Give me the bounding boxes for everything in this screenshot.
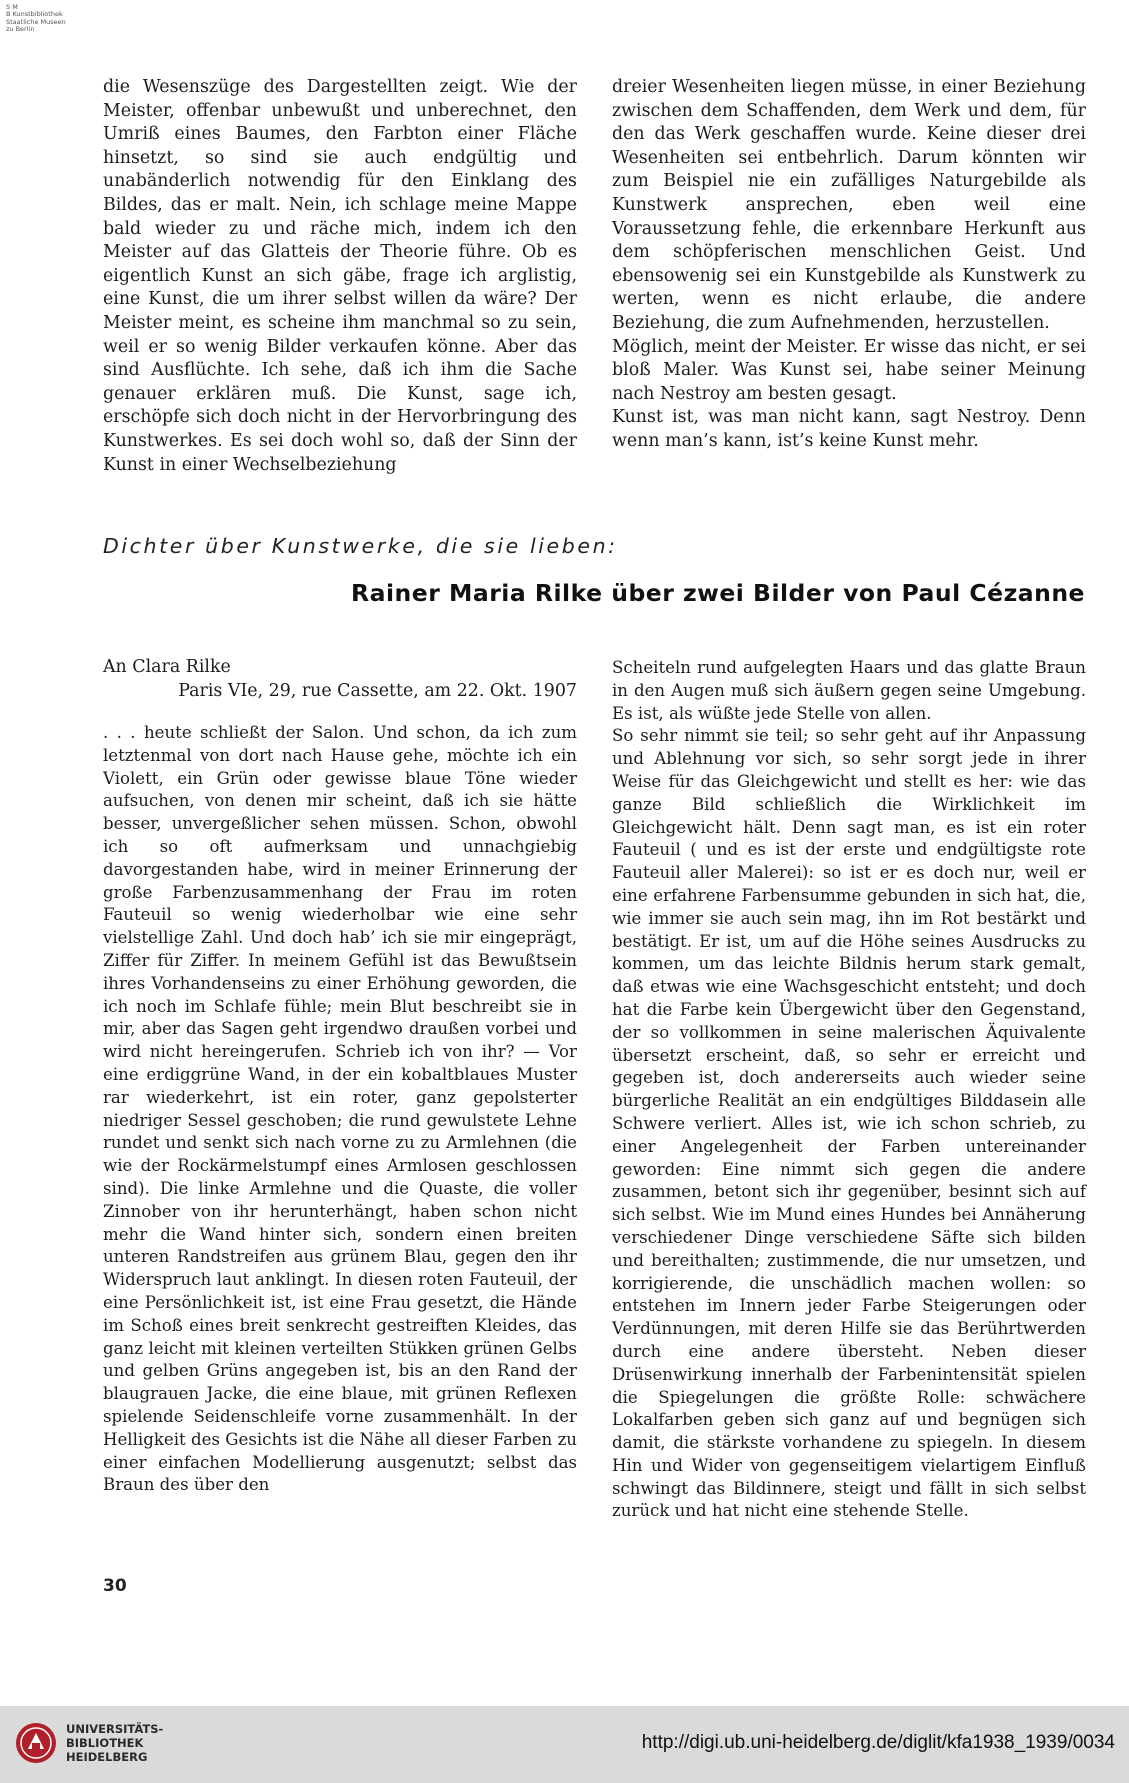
- paragraph: die Wesenszüge des Dargestellten zeigt. Wie der Meister, offenbar unbewußt und unberechnet, den Umriß eines Baumes, den Farbton einer Fläche hinsetzt, so sind sie auch endgültig und unabänderlich notwendig für den Einklang des Bildes, das er malt. Nein, ich schlage meine Mappe bald wieder zu und räche mich, indem ich den Meister auf das Glatteis der Theorie führe. Ob es eigentlich Kunst an sich gäbe, frage ich arglistig, eine Kunst, die um ihrer selbst willen da wäre? Der Meister meint, es scheine ihm manchmal so zu sein, weil er so wenig Bilder verkaufen könne. Aber das sind Ausflüchte. Ich sehe, daß ich ihm die Sache genauer erklären muß. Die Kunst, sage ich, erschöpfe sich doch nicht in der Hervorbringung des Kunstwerkes. Es sei doch wohl so, daß der Sinn der Kunst in einer Wechselbeziehung: [103, 77, 577, 475]
- continued-text-right-column: [612, 76, 1086, 454]
- library-name-line: BIBLIOTHEK: [66, 1736, 144, 1750]
- library-name: [66, 1722, 163, 1764]
- paragraph: dreier Wesenheiten liegen müsse, in einer Beziehung zwischen dem Schaffenden, dem Werk und dem, für den das Werk geschaffen wurde. Keine dieser drei Wesenheiten sei entbehrlich. Darum könnten wir zum Beispiel nie ein zufälliges Naturgebilde als Kunstwerk ansprechen, eben weil eine Voraussetzung fehle, die erkennbare Herkunft aus dem schöpferischen menschlichen Geist. Und ebensowenig sei ein Kunstgebilde als Kunstwerk zu werten, wenn es nicht erlaube, die andere Beziehung, die zum Aufnehmenden, herzustellen.: [612, 77, 1086, 333]
- paragraph: Möglich, meint der Meister. Er wisse das nicht, er sei bloß Maler. Was Kunst sei, habe seiner Meinung nach Nestroy am besten gesagt.: [612, 336, 1086, 404]
- continued-text-left-column: [103, 76, 577, 477]
- series-title: Dichter über Kunstwerke, die sie lieben:: [103, 534, 618, 558]
- letter-left-column: [103, 722, 577, 1497]
- article-headline: Rainer Maria Rilke über zwei Bilder von Paul Cézanne: [351, 579, 1085, 607]
- stamp-line: B Kunstbibliothek: [6, 10, 63, 19]
- paragraph: So sehr nimmt sie teil; so sehr geht auf ihr Anpassung und Ablehnung vor sich, so sehr sorgt jede in ihrer Weise für das Gleichgewicht und stellt es her: wie das ganze Bild schließlich die Wirklichkeit im Gleichgewicht hält. Denn sagt man, es ist ein roter Fauteuil ( und es ist der erste und endgültigste rote Fauteuil aller Malerei): so ist er es doch nur, weil er eine erfahrene Farbensumme gebunden in sich hat, die, wie immer sie auch sein mag, ihn im Rot bestärkt und bestätigt. Er ist, um auf die Höhe seines Ausdrucks zu kommen, um das leichte Bildnis herum stark gemalt, daß etwas wie eine Wachsgeschicht entsteht; und doch hat die Farbe kein Übergewicht über den Gegenstand, der so vollkommen in seine malerischen Äquivalente übersetzt erscheint, daß, so sehr er erreicht und gegeben ist, doch andererseits auch wieder seine bürgerliche Realität an ein endgültiges Bilddasein alle Schwere verliert. Alles ist, wie ich schon schrieb, zu einer Angelegenheit der Farben untereinander geworden: Eine nimmt sich gegen die andere zusammen, betont sich ihr gegenüber, besinnt sich auf sich selbst. Wie im Mund eines Hundes bei Annäherung verschiedener Dinge verschiedene Säfte sich bilden und bereithalten; zustimmende, die nur umsetzen, und korrigierende, die unschädlich machen wollen: so entstehen im Innern jeder Farbe Steigerungen oder Verdünnungen, mit deren Hilfe sie das Berührtwerden durch eine andere übersteht. Neben dieser Drüsenwirkung innerhalb der Farbenintensität spielen die Spiegelungen die größte Rolle: schwächere Lokalfarben geben sich ganz auf und begnügen sich damit, die stärkste vorhandene zu spiegeln. In diesem Hin und Wider von gegenseitigem vielartigem Einfluß schwingt das Bildinnere, steigt und fällt in sich selbst zurück und hat nicht eine stehende Stelle.: [612, 726, 1086, 1521]
- source-url-link[interactable]: http://digi.ub.uni-heidelberg.de/diglit/kfa1938_1939/0034: [641, 1732, 1115, 1753]
- letter-addressee: An Clara Rilke: [103, 657, 231, 677]
- stamp-line: Staatliche Museen: [6, 17, 66, 26]
- stamp-line: S M: [6, 3, 18, 11]
- university-seal-icon: [14, 1721, 58, 1765]
- library-name-line: UNIVERSITÄTS-: [66, 1722, 164, 1736]
- paragraph: . . . heute schließt der Salon. Und schon, da ich zum letztenmal von dort nach Hause gehe, möchte ich ein Violett, ein Grün oder gewisse blaue Töne wieder aufsuchen, von denen mir scheint, daß ich sie hätte besser, unvergeßlicher sehen müssen. Schon, obwohl ich so oft aufmerksam und unnachgiebig davorgestanden habe, wird in meiner Erinnerung der große Farbenzusammenhang der Frau im roten Fauteuil so wenig wiederholbar wie eine sehr vielstellige Zahl. Und doch hab’ ich sie mir eingeprägt, Ziffer für Ziffer. In meinem Gefühl ist das Bewußtsein ihres Vorhandenseins zu einer Erhöhung geworden, die ich noch im Schlafe fühle; mein Blut beschreibt sie in mir, aber das Sagen geht irgendwo draußen vorbei und wird nicht hereingerufen. Schrieb ich von ihr? — Vor eine erdiggrüne Wand, in der ein kobaltblaues Muster rar wiederkehrt, ist ein roter, ganz gepolsterter niedriger Sessel geschoben; die rund gewulstete Lehne rundet und senkt sich nach vorne zu zu Armlehnen (die wie der Rockärmelstumpf eines Armlosen geschlossen sind). Die linke Armlehne und die Quaste, die voller Zinnober von ihr herunterhängt, haben schon nicht mehr die Wand hinter sich, sondern einen breiten unteren Randstreifen aus grünem Blau, gegen den ihr Widerspruch laut anklingt. In diesen roten Fauteuil, der eine Persönlichkeit ist, ist eine Frau gesetzt, die Hände im Schoß eines breit senkrecht gestreiften Kleides, das ganz leicht mit kleinen verteilten Stükken grünen Gelbs und gelben Grüns angegeben ist, bis an den Rand der blaugrauen Jacke, die eine blaue, mit grünen Reflexen spielende Seidenschleife vorne zusammenhält. In der Helligkeit des Gesichts ist die Nähe all dieser Farben zu einer einfachen Modellierung ausgenutzt; selbst das Braun des über den: [103, 723, 577, 1495]
- footer-bar: [0, 1706, 1129, 1783]
- paragraph: Kunst ist, was man nicht kann, sagt Nestroy. Denn wenn man’s kann, ist’s keine Kunst mehr.: [612, 407, 1086, 451]
- page-number: 30: [103, 1576, 127, 1596]
- stamp-line: zu Berlin: [6, 25, 35, 34]
- library-name-line: HEIDELBERG: [66, 1750, 148, 1764]
- letter-dateline: Paris VIe, 29, rue Cassette, am 22. Okt. 1907: [178, 681, 577, 701]
- library-stamp: [6, 4, 70, 34]
- letter-right-column: [612, 657, 1086, 1523]
- paragraph: Scheiteln rund aufgelegten Haars und das glatte Braun in den Augen muß sich äußern gegen seine Umgebung. Es ist, als wüßte jede Stelle von allen.: [612, 658, 1086, 723]
